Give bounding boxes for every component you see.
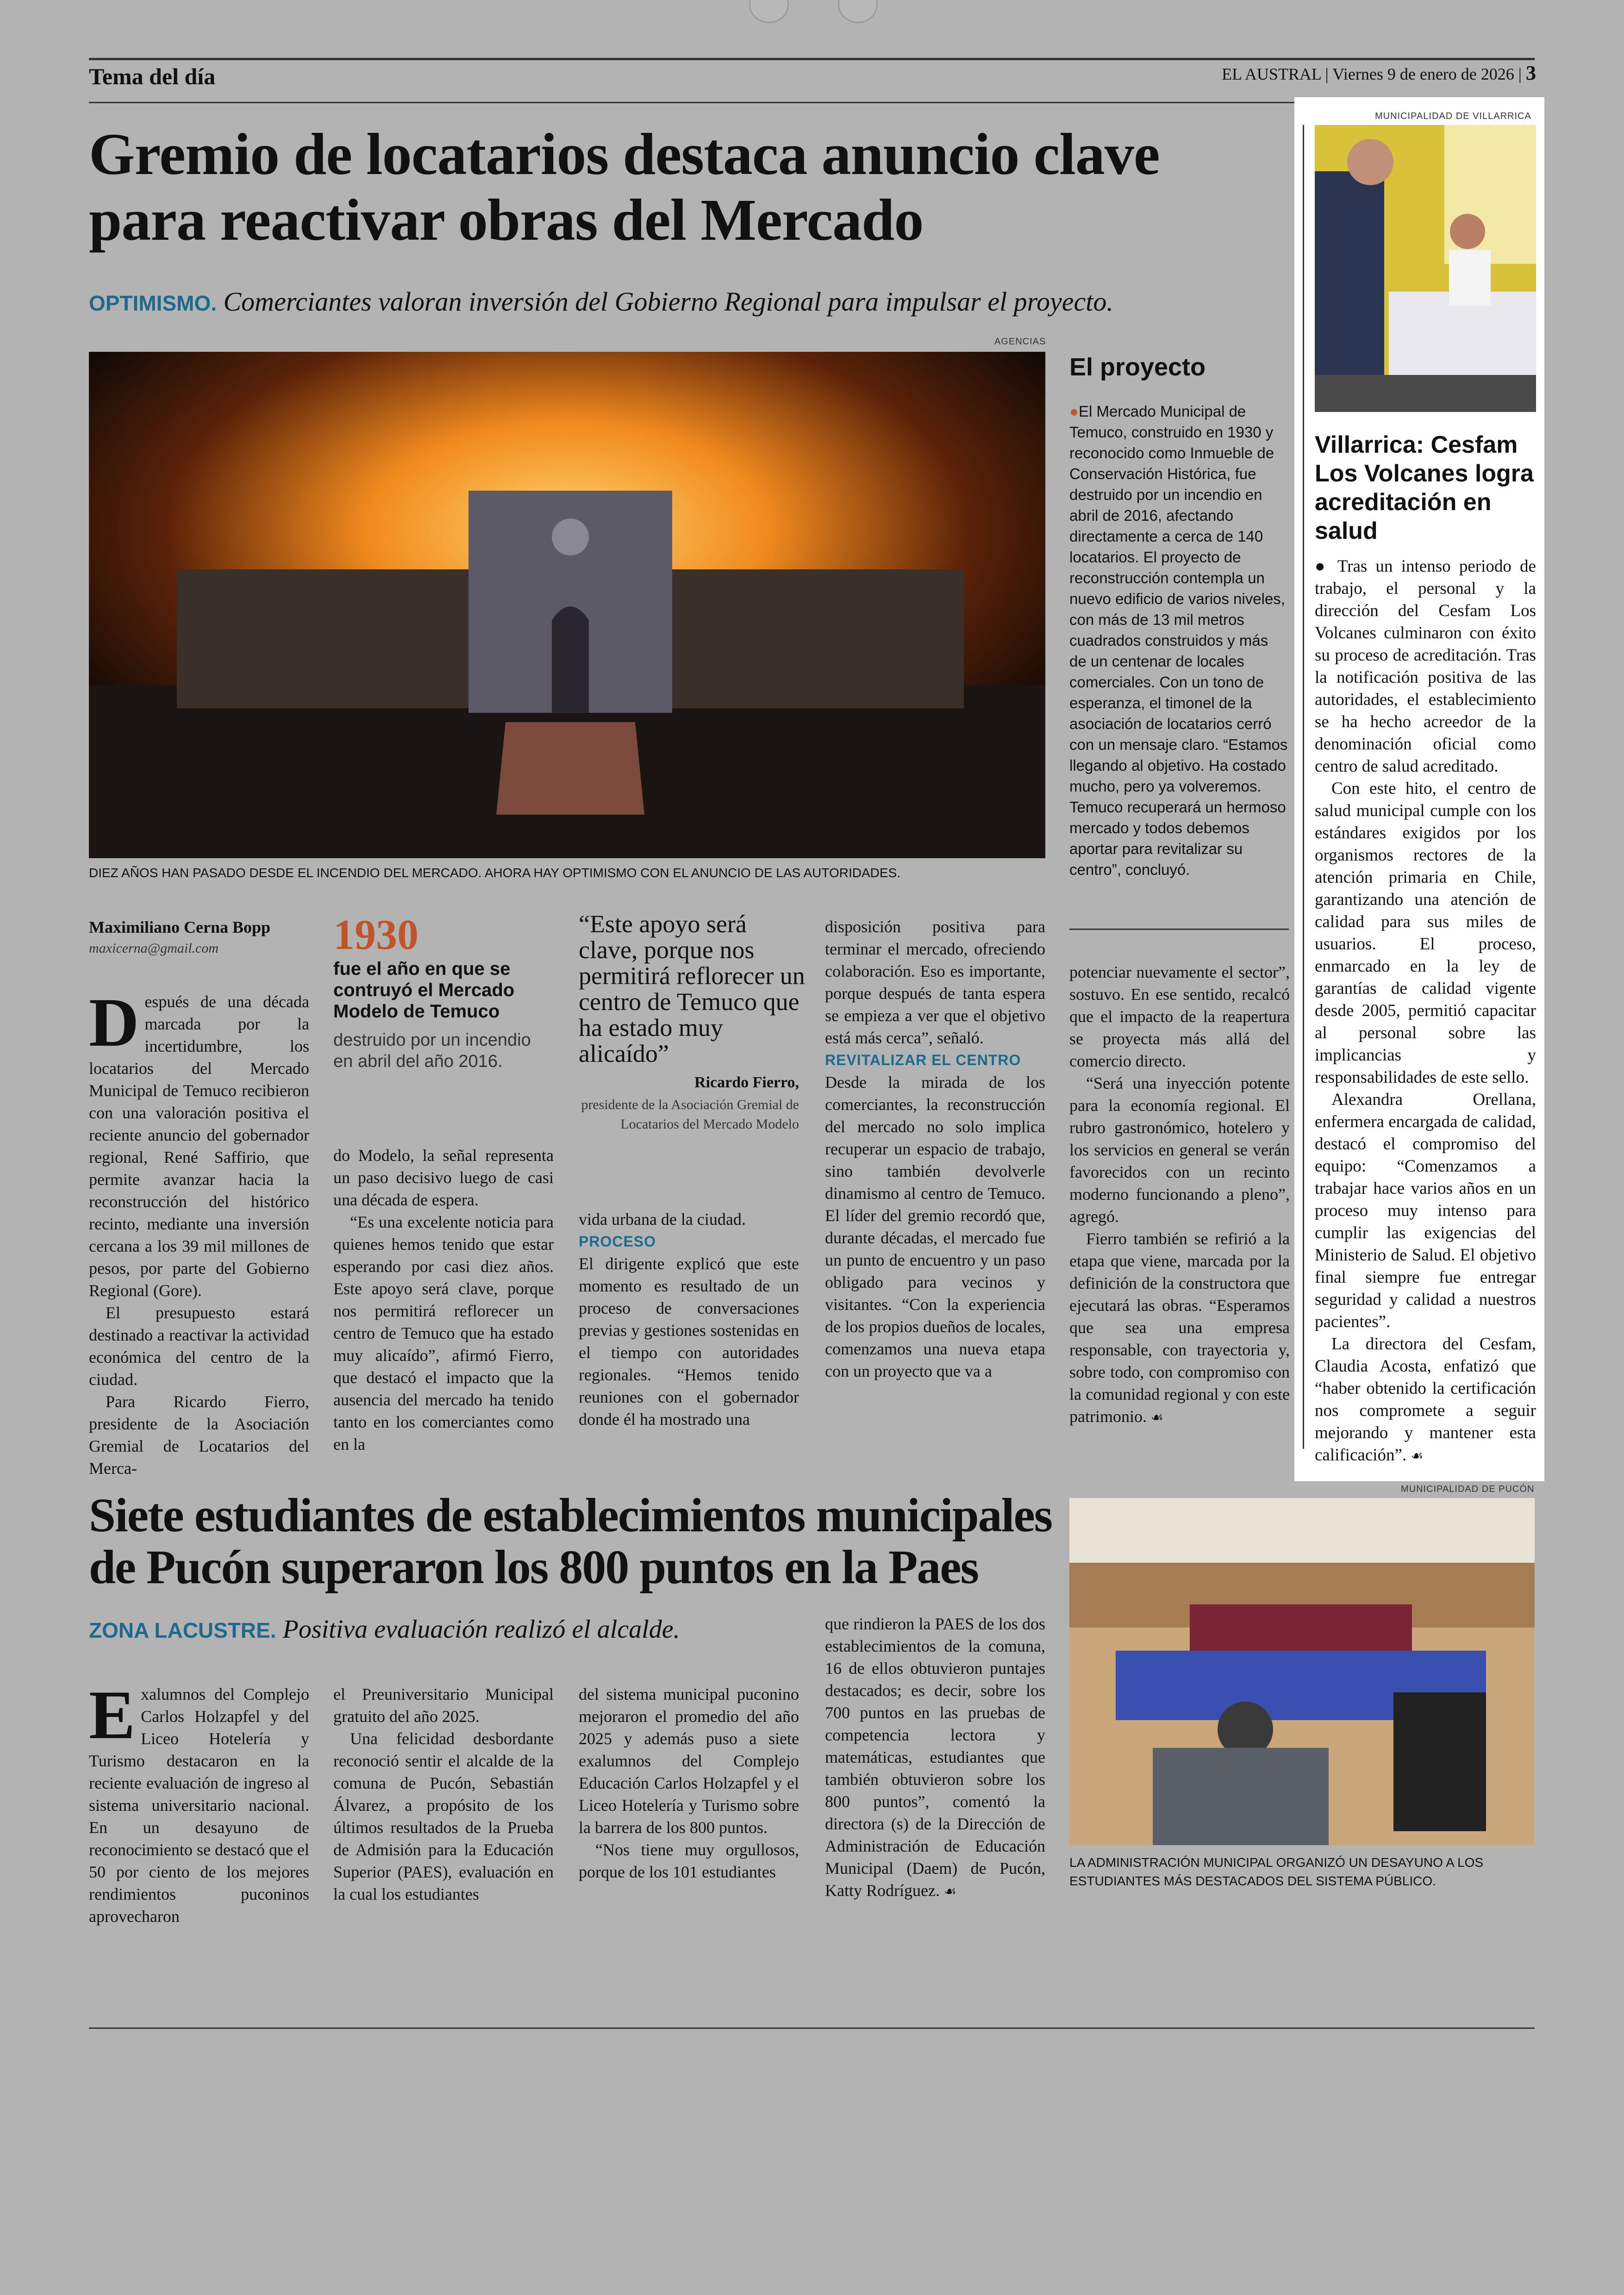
project-box-text	[1069, 401, 1289, 880]
bullet-icon: ●	[1069, 403, 1079, 420]
pucon-col2-paragraph-2: Una felicidad desbordante reconoció sentir el alcalde de la comuna de Pucón, Sebastián Álvarez, a propósito de los últimos resultados de la Prueba de Admisión para la Educación Superior (PAES), evaluación en la cual los estudiantes	[333, 1729, 554, 1903]
pucon-headline: Siete estudiantes de establecimientos municipales de Pucón superaron los 800 puntos en la Paes	[89, 1489, 1052, 1594]
villarrica-paragraph-1: Tras un intenso periodo de trabajo, el personal y la dirección del Cesfam Los Volcanes culminaron con éxito su proceso de acreditación. Tras la notificación positiva de las autoridades, el establecimiento se ha hecho acreedor de la denominación oficial como centro de salud acreditado.	[1315, 557, 1536, 776]
dropcap: D	[89, 984, 139, 1061]
main-photo-credit: AGENCIAS	[994, 337, 1046, 347]
main-deck-text: Comerciantes valoran inversión del Gobierno Regional para impulsar el proyecto.	[223, 287, 1113, 317]
author-email[interactable]: maxicerna@gmail.com	[89, 941, 219, 956]
col3-paragraph-2: El dirigente explicó que este momento es resultado de un proceso de conversaciones previas y gestiones sostenidas en el tiempo con autoridades regionales. “Hemos tenido reuniones con el gobernador donde él ha mostrado una	[579, 1254, 799, 1428]
pucon-col3-paragraph-2: “Nos tiene muy orgullosos, porque de los 101 estudiantes	[579, 1840, 799, 1881]
pucon-column-4	[825, 1613, 1045, 1903]
pucon-deck-text: Positiva evaluación realizó el alcalde.	[282, 1615, 680, 1644]
cesfam-photo	[1315, 125, 1536, 412]
market-fire-photo	[89, 352, 1045, 858]
col2-paragraph-2: “Es una excelente noticia para quienes hemos tenido que estar esperando por casi diez años. Este apoyo será clave, porque nos permitirá reflorecer un centro de Temuco que ha estado muy alicaído”, afirmó Fierro, que destacó el impacto que la ausencia del mercado ha tenido tanto en los comerciantes como en la	[333, 1213, 554, 1453]
bottom-rule	[89, 2027, 1535, 2029]
end-mark-icon: ☙	[943, 1884, 956, 1899]
main-photo-caption: DIEZ AÑOS HAN PASADO DESDE EL INCENDIO DEL MERCADO. AHORA HAY OPTIMISMO CON EL ANUNCIO DE LAS AUTORIDADES.	[89, 866, 900, 880]
villarrica-paragraph-3: Alexandra Orellana, enfermera encargada de calidad, destacó el compromiso del equipo: “Comenzamos a trabajar hace varios años en un proceso muy intenso para cumplir las exigencias del Ministerio de Salud. El objetivo final siempre fue entregar seguridad y calidad a nuestros pacientes”.	[1315, 1090, 1536, 1331]
villarrica-headline: Villarrica: Cesfam Los Volcanes logra acreditación en salud	[1315, 431, 1534, 544]
pucon-column-2	[333, 1683, 554, 1905]
villarrica-paragraph-2: Con este hito, el centro de salud municipal cumple con los estándares exigidos por los organismos rectores de la atención primaria en Chile, garantizando una atención de calidad para sus miles de usuarios. El proceso, enmarcado en la ley de garantías de calidad vigente desde 2005, permitió capacitar al personal sobre las implicancias y responsabilidades de este sello.	[1315, 779, 1536, 1087]
breakfast-photo	[1069, 1498, 1535, 1845]
pucon-col2-paragraph-1: el Preuniversitario Municipal gratuito del año 2025.	[333, 1685, 554, 1726]
pucon-photo-credit: MUNICIPALIDAD DE PUCÓN	[1401, 1484, 1535, 1494]
main-deck	[89, 286, 1274, 317]
villarrica-paragraph-4: La directora del Cesfam, Claudia Acosta, enfatizó que “haber obtenido la certificación nos compromete a seguir mejorando y mantener esta calificación”.	[1315, 1335, 1536, 1465]
quote-role: presidente de la Asociación Gremial de Locatarios del Mercado Modelo	[581, 1097, 799, 1132]
folio: EL AUSTRAL | Viernes 9 de enero de 2026 | 3	[1222, 62, 1536, 84]
pucon-col1-text: xalumnos del Complejo Carlos Holzapfel y del Liceo Hotelería y Turismo destacaron en la reciente evaluación de ingreso al sistema universitario nacional. En un desayuno de reconocimiento se destacó que el 50 por ciento de los mejores rendimientos puconinos aprovecharon	[89, 1685, 309, 1926]
col4-paragraph-1: disposición positiva para terminar el mercado, ofreciendo colaboración. Eso es importante, porque después de tanta espera se empieza a ver que el objetivo está más cerca”, señaló.	[825, 917, 1045, 1047]
top-rule	[89, 58, 1535, 60]
fact-year: 1930	[333, 911, 418, 958]
pucon-column-1	[89, 1677, 309, 1927]
quote-name: Ricardo Fierro,	[694, 1074, 799, 1091]
pucon-col3-paragraph-1: del sistema municipal puconino mejoraron el promedio del año 2025 y además puso a siete exalumnos del Complejo Educación Carlos Holzapfel y el Liceo Hotelería y Turismo sobre la barrera de los 800 puntos.	[579, 1685, 799, 1837]
fact-bold: fue el año en que se contruyó el Mercado Modelo de Temuco	[333, 959, 515, 1022]
project-box-body: El Mercado Municipal de Temuco, construido en 1930 y reconocido como Inmueble de Conservación Histórica, fue destruido por un incendio en abril de 2016, afectando directamente a cerca de 140 locatarios. El proyecto de reconstrucción contempla un nuevo edificio de varios niveles, con más de 13 mil metros cuadrados construidos y más de un centenar de locales comerciales. Con un tono de esperanza, el timonel de la asociación de locatarios cerró con un mensaje claro. “Estamos llegando al objetivo. Ha costado mucho, pero ya volveremos. Temuco recuperará un hermoso mercado y todos debemos aportar para revitalizar su centro”, concluyó.	[1069, 403, 1288, 878]
col5-paragraph-3: Fierro también se refirió a la etapa que viene, marcada por la definición de la constructora que ejecutará las obras. “Esperamos que sea una empresa responsable, con trayectoria y, sobre todo, con compromiso con la comunidad regional y con este patrimonio.	[1069, 1229, 1290, 1426]
main-kicker: OPTIMISMO.	[89, 291, 217, 315]
revitalizar-subhead: REVITALIZAR EL CENTRO	[825, 1052, 1021, 1068]
main-column-4	[825, 916, 1045, 1382]
col1-paragraph-3: Para Ricardo Fierro, presidente de la Asociación Gremial de Locatarios del Merca-	[89, 1392, 309, 1478]
col5-paragraph-1: potenciar nuevamente el sector”, sostuvo. En ese sentido, recalcó que el impacto de la reapertura se proyecta más allá del comercio directo.	[1069, 963, 1290, 1070]
col3-paragraph-1: vida urbana de la ciudad.	[579, 1210, 746, 1229]
villarrica-body	[1315, 555, 1536, 1467]
pull-quote: “Este apoyo será clave, porque nos permitirá reflorecer un centro de Temuco que ha estado muy alicaído”	[579, 910, 805, 1067]
section-label: Tema del día	[89, 63, 216, 89]
issue-date: Viernes 9 de enero de 2026	[1332, 65, 1514, 83]
col4-paragraph-2: Desde la mirada de los comerciantes, la reconstrucción del mercado no solo implica recuperar un espacio de trabajo, sino también devolverle dinamismo al centro de Temuco. El líder del gremio recordó que, durante décadas, el mercado fue un punto de encuentro y un paso obligado para vecinos y visitantes. “Con la experiencia de los propios dueños de locales, comenzamos una nueva etapa con un proyecto que va a	[825, 1073, 1045, 1380]
villarrica-box-rule	[1303, 125, 1304, 1449]
col1-paragraph-2: El presupuesto estará destinado a reactivar la actividad económica del centro de la ciudad.	[89, 1303, 309, 1389]
col1-paragraph-1: espués de una década marcada por la incertidumbre, los locatarios del Mercado Municipal de Temuco recibieron con una valoración positiva el reciente anuncio del gobernador regional, René Saffirio, que permite avanzar hacia la reconstrucción del histórico recinto, mediante una inversión cercana a los 39 mil millones de pesos, por parte del Gobierno Regional (Gore).	[89, 992, 309, 1300]
pucon-photo-caption: LA ADMINISTRACIÓN MUNICIPAL ORGANIZÓ UN DESAYUNO A LOS ESTUDIANTES MÁS DESTACADOS DEL SISTEMA PÚBLICO.	[1069, 1855, 1484, 1888]
proceso-subhead: PROCESO	[579, 1233, 656, 1250]
prev-page-button[interactable]	[749, 0, 789, 23]
main-column-2	[333, 1144, 554, 1455]
end-mark-icon: ☙	[1150, 1410, 1163, 1425]
pucon-column-3	[579, 1683, 799, 1883]
next-page-button[interactable]	[838, 0, 878, 23]
main-column-1	[89, 984, 309, 1479]
paper-name: EL AUSTRAL	[1222, 65, 1321, 83]
main-column-5	[1069, 961, 1290, 1429]
pucon-col4-text: que rindieron la PAES de los dos establecimientos de la comuna, 16 de ellos obtuvieron puntajes destacados; es decir, sobre los 700 puntos en las pruebas de competencia lectora y matemáticas, estudiantes que también obtuvieron sobre los 800 puntos”, comentó la directora (s) de la Dirección de Administración de Educación Municipal (Daem) de Pucón, Katty Rodríguez.	[825, 1615, 1045, 1900]
col2-paragraph-1: do Modelo, la señal representa un paso decisivo luego de casi una década de espera.	[333, 1146, 554, 1209]
bullet-icon: ●	[1315, 557, 1337, 576]
villarrica-photo-credit: MUNICIPALIDAD DE VILLARRICA	[1375, 111, 1531, 121]
main-column-3	[579, 1208, 799, 1430]
author-name: Maximiliano Cerna Bopp	[89, 918, 271, 936]
pucon-kicker: ZONA LACUSTRE.	[89, 1618, 276, 1642]
end-mark-icon: ☙	[1411, 1448, 1424, 1464]
project-box-rule	[1069, 929, 1289, 930]
project-box-title: El proyecto	[1069, 353, 1206, 381]
main-headline: Gremio de locatarios destaca anuncio clave para reactivar obras del Mercado	[89, 121, 1160, 253]
dropcap: E	[89, 1677, 136, 1753]
page-number: 3	[1526, 62, 1536, 84]
fact-text: destruido por un incendio en abril del año 2016.	[333, 1030, 531, 1071]
col5-paragraph-2: “Será una inyección potente para la economía regional. El rubro gastronómico, hotelero y los servicios en general se verán favorecidos con un recinto moderno funcionando a pleno”, agregó.	[1069, 1074, 1290, 1226]
